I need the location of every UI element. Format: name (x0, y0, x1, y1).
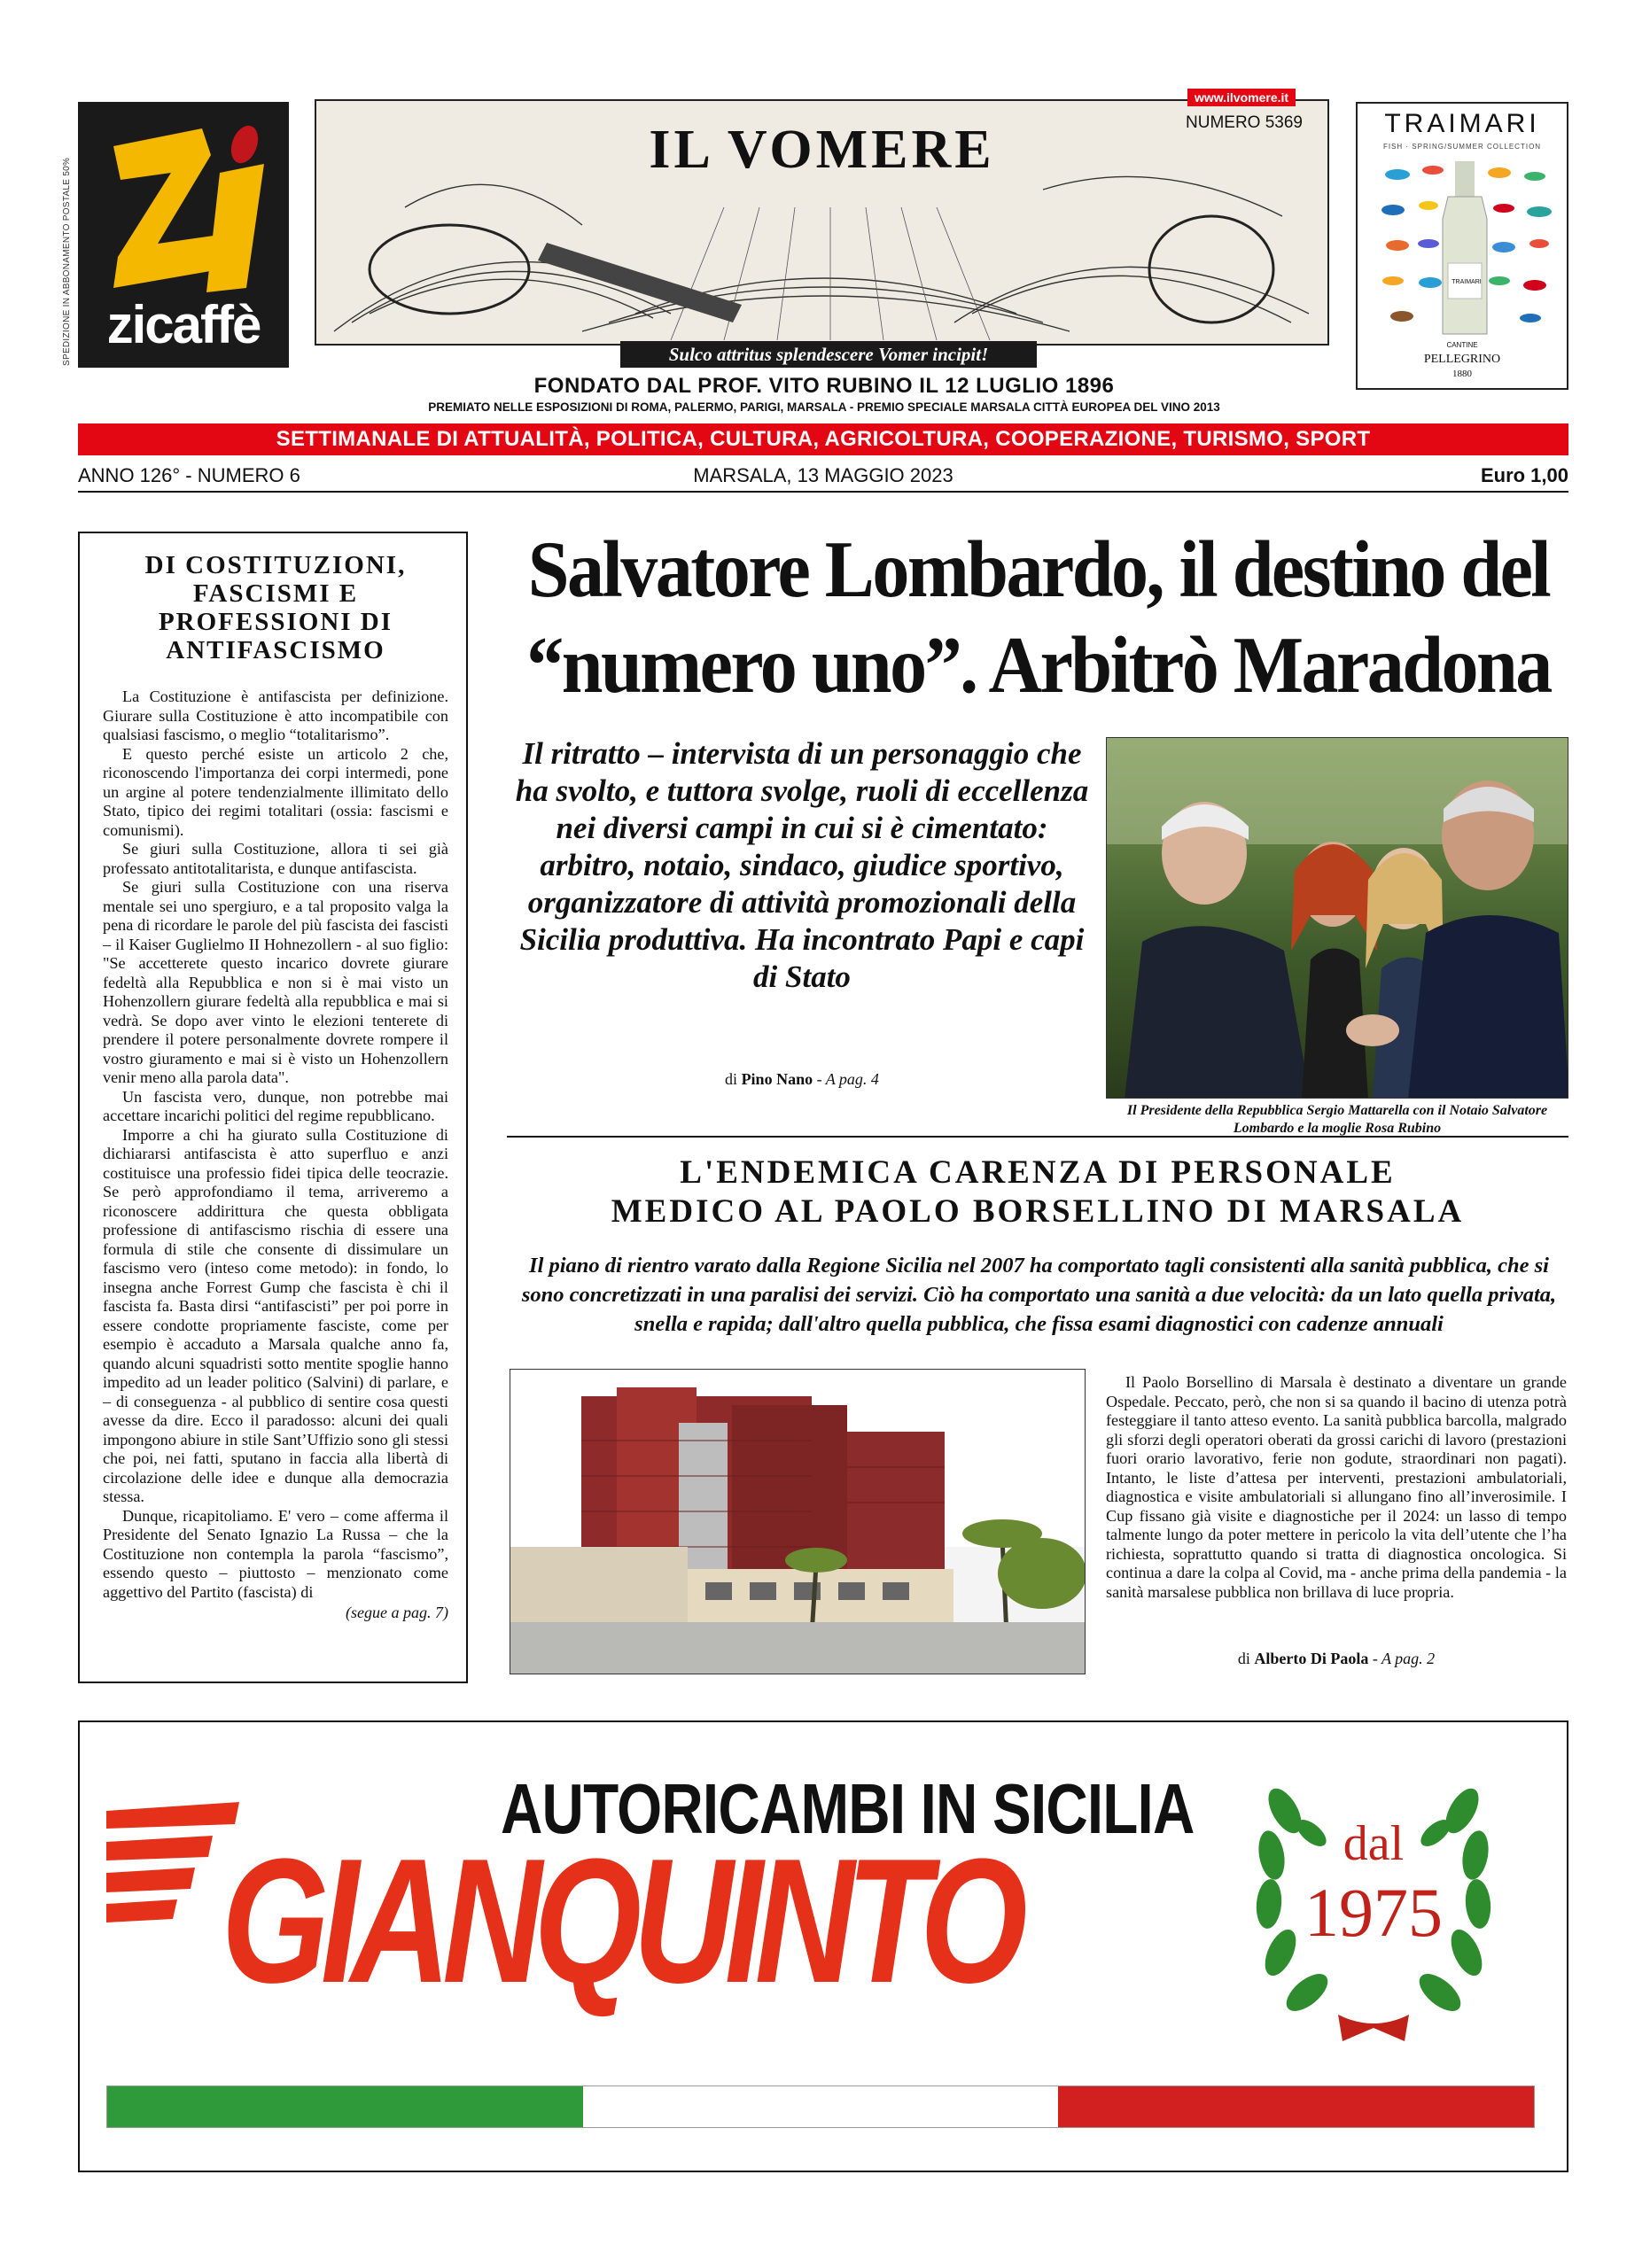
traimari-title: TRAIMARI (1384, 109, 1540, 138)
advert-dal: dal (1343, 1816, 1405, 1871)
gianquinto-advert[interactable] (78, 1720, 1568, 2172)
second-headline[interactable] (507, 1153, 1568, 1231)
editorial-paragraph: Imporre a chi ha giurato sulla Costituzione di dichiararsi antifascista è atto superfluo e anzi costituisce una professio fidei tipica delle teocrazie. Se però approfondiamo il tema, arriveremo a riconoscere addirittura che questa obbligata professione di antifascismo rischia di essere una formula di stile che consente di dissimulare un fascismo vero (inteso come metodo): in fondo, lo insegna anche Forrest Gump che fascista è chi il fascista fa. Basta dirsi “antifascisti” per poi porre in essere condotte propriamente fasciste, come per esempio è accaduto a Marsala qualche anno fa, quando alcuni squadristi sotto mentite spoglie hanno impedito ad un leader politico (Salvini) di parlare, e – di conseguenza - al pubblico di sentire cosa questi avesse da dire. Ecco il paradosso: alcuni dei quali impongono abiure in stile Sant’Uffizio sono gli stessi che poi, nei fatti, sputano in faccia alla libertà di circolazione delle idee e dunque alla democrazia stessa. (103, 1125, 448, 1505)
headline2-line-2: MEDICO AL PAOLO BORSELLINO DI MARSALA (611, 1193, 1465, 1230)
byline-prefix: di (725, 1070, 742, 1088)
section-divider (507, 1136, 1568, 1138)
advert-subtitle: AUTORICAMBI IN SICILIA (501, 1769, 1195, 1848)
italian-flag-strip (106, 2085, 1535, 2128)
byline-prefix: di (1237, 1650, 1255, 1667)
headline-line-2: “numero uno”. Arbitrò Maradona (526, 621, 1551, 711)
issue-number: NUMERO 5369 (1186, 113, 1303, 132)
editorial-box[interactable] (78, 532, 468, 1683)
hospital-photo (510, 1369, 1086, 1674)
founded-line: FONDATO DAL PROF. VITO RUBINO IL 12 LUGLIO 1896 (533, 374, 1115, 398)
fish-illustration (1358, 157, 1568, 352)
year-issue: ANNO 126° - NUMERO 6 (78, 464, 300, 486)
motto-banner: Sulco attritus splendescere Vomer incipit! (620, 341, 1037, 368)
editorial-paragraph: E questo perché esiste un articolo 2 che, riconoscendo l'importanza dei corpi intermedi, pone un argine al potere tendenzialmente illimitato dello Stato, tipico dei regimi totalitari (ossia: fascismi e comunismi). (103, 744, 448, 839)
lead-summary: Il ritratto – intervista di un personaggio che ha svolto, e tuttora svolge, ruoli di eccellenza nei diversi campi in cui si è cimentato: arbitro, notaio, sindaco, giudice sportivo, organizzatore di attività promozionali della Sicilia produttiva. Ha incontrato Papi e capi di Stato (515, 736, 1089, 994)
editorial-paragraph: Dunque, ricapitoliamo. E' vero – come afferma il Presidente del Senato Ignazio La Russa – che la Costituzione non contempla la parola “fascismo”, essendo questo – piuttosto – menzionato come aggettivo del Partito (fascista) di (103, 1506, 448, 1601)
mattarella-photo (1106, 737, 1568, 1099)
website-link[interactable]: www.ilvomere.it (1187, 89, 1296, 106)
advert-brand: GIANQUINTO (222, 1822, 1020, 2020)
hospital-illustration (510, 1370, 1086, 1674)
headline-line-1: Salvatore Lombardo, il destino del (527, 525, 1550, 615)
issue-info-row (78, 462, 1568, 493)
brand-name: PELLEGRINO (1423, 353, 1501, 366)
flag-white (583, 2086, 1059, 2127)
awards-line: PREMIATO NELLE ESPOSIZIONI DI ROMA, PALERMO, PARIGI, MARSALA - PREMIO SPECIALE MARSALA CITTÀ EUROPEA DEL VINO 2013 (428, 400, 1220, 414)
traimari-advert[interactable] (1356, 102, 1568, 390)
second-lead: Il piano di rientro varato dalla Regione Sicilia nel 2007 ha comportato tagli consistenti alla sanità pubblica, che si sono concretizzati in una paralisi dei servizi. Ciò ha comportato una sanità a due velocità: da un lato quella privata, snella e rapida; dall'altro quella pubblica, che fissa esami diagnostici con cadenze annuali (521, 1254, 1557, 1336)
byline-page: - A pag. 4 (813, 1070, 879, 1088)
brand-year: 1880 (1452, 369, 1472, 379)
body-paragraph: Il Paolo Borsellino di Marsala è destinato a diventare un grande Ospedale. Peccato, però, che non si sa quando il bacino di utenza potrà festeggiare il tanto atteso evento. La sanità pubblica barcolla, malgrado gli sforzi degli operatori oberati da grossi carichi di lavoro (prestazioni fuori orario lavorativo, ferie non godute, straordinari non pagati). Intanto, le liste d’attesa per interventi, prestazioni ambulatoriali, diagnostica e visite ambulatoriali si allungano fino all’inverosimile. I Cup fissano già visite e diagnostiche per il 2024: un lasso di tempo talmente lungo da poter mettere in pericolo la vita dell’utente che l’ha richiesta, soprattutto quando si tratta di diagnostica oncologica. Si continua a dare la colpa al Covid, ma - anche prima della pandemia - la sanità marsalese pubblica non brillava di luce propria. (1106, 1373, 1567, 1601)
advert-year: 1975 (1304, 1874, 1443, 1951)
continued-link[interactable]: (segue a pag. 7) (346, 1604, 448, 1621)
byline-page: - A pag. 2 (1368, 1650, 1436, 1667)
price: Euro 1,00 (1480, 464, 1568, 486)
brand-small: CANTINE (1446, 341, 1478, 349)
zicaffe-logo (78, 102, 289, 368)
lead-byline[interactable] (510, 1070, 1094, 1089)
tagline-bar: SETTIMANALE DI ATTUALITÀ, POLITICA, CULTURA, AGRICOLTURA, COOPERAZIONE, TURISMO, SPORT (78, 423, 1568, 455)
editorial-paragraph: Se giuri sulla Costituzione con una riserva mentale sei uno spergiuro, e a tal proposito valga la pena di ricordare le parole del più fascista dei fascisti – il Kaiser Guglielmo II Hohnezollern - al suo figlio: "Se accetterete questo incarico dovrete giurare fedeltà alla Repubblica e non si è mai visto un Hohenzollern giurare fedeltà alla repubblica e mai si vedrà. Se dopo aver vinto le elezioni tenterete di prendere il potere personalmente dovrete rompere il vostro giuramento e mai si è visto un Hohenzollern venir meno alla parola data". (103, 878, 448, 1086)
byline-author: Alberto Di Paola (1254, 1650, 1369, 1667)
editorial-paragraph: Un fascista vero, dunque, non potrebbe mai accettare incarichi politici del regime repubblicano. (103, 1087, 448, 1124)
masthead-engraving (315, 99, 1329, 346)
photo-caption: Il Presidente della Repubblica Sergio Mattarella con il Notaio Salvatore Lombardo e la moglie Rosa Rubino (1126, 1103, 1548, 1136)
lead-headline[interactable] (507, 523, 1570, 714)
photo-illustration (1107, 738, 1568, 1099)
editorial-paragraph: La Costituzione è antifascista per definizione. Giurare sulla Costituzione è atto incompatibile con qualsiasi fascismo, o meglio “totalitarismo”. (103, 687, 448, 743)
second-byline[interactable] (1106, 1650, 1567, 1668)
headline2-line-1: L'ENDEMICA CARENZA DI PERSONALE (680, 1154, 1396, 1191)
editorial-paragraph: Se giuri sulla Costituzione, allora ti sei già professato antitotalitarista, e dunque antifascista. (103, 840, 448, 877)
zi-logo-mark (96, 111, 273, 306)
pellegrino-brand (1358, 338, 1567, 381)
issue-date: MARSALA, 13 MAGGIO 2023 (693, 464, 953, 486)
byline-author: Pino Nano (741, 1070, 813, 1088)
flag-red (1058, 2086, 1534, 2127)
zicaffe-wordmark: zicaffè (106, 295, 261, 354)
postal-label: SPEDIZIONE IN ABBONAMENTO POSTALE 50% (62, 157, 72, 366)
paper-name: IL VOMERE (649, 120, 995, 180)
traimari-subtitle: FISH · SPRING/SUMMER COLLECTION (1382, 143, 1542, 151)
bottle-label: TRAIMARI (1452, 279, 1482, 285)
editorial-title: DI COSTITUZIONI, FASCISMI E PROFESSIONI DI ANTIFASCISMO (144, 551, 407, 664)
editorial-body (103, 687, 448, 1602)
second-body (1106, 1373, 1567, 1602)
flag-green (107, 2086, 583, 2127)
